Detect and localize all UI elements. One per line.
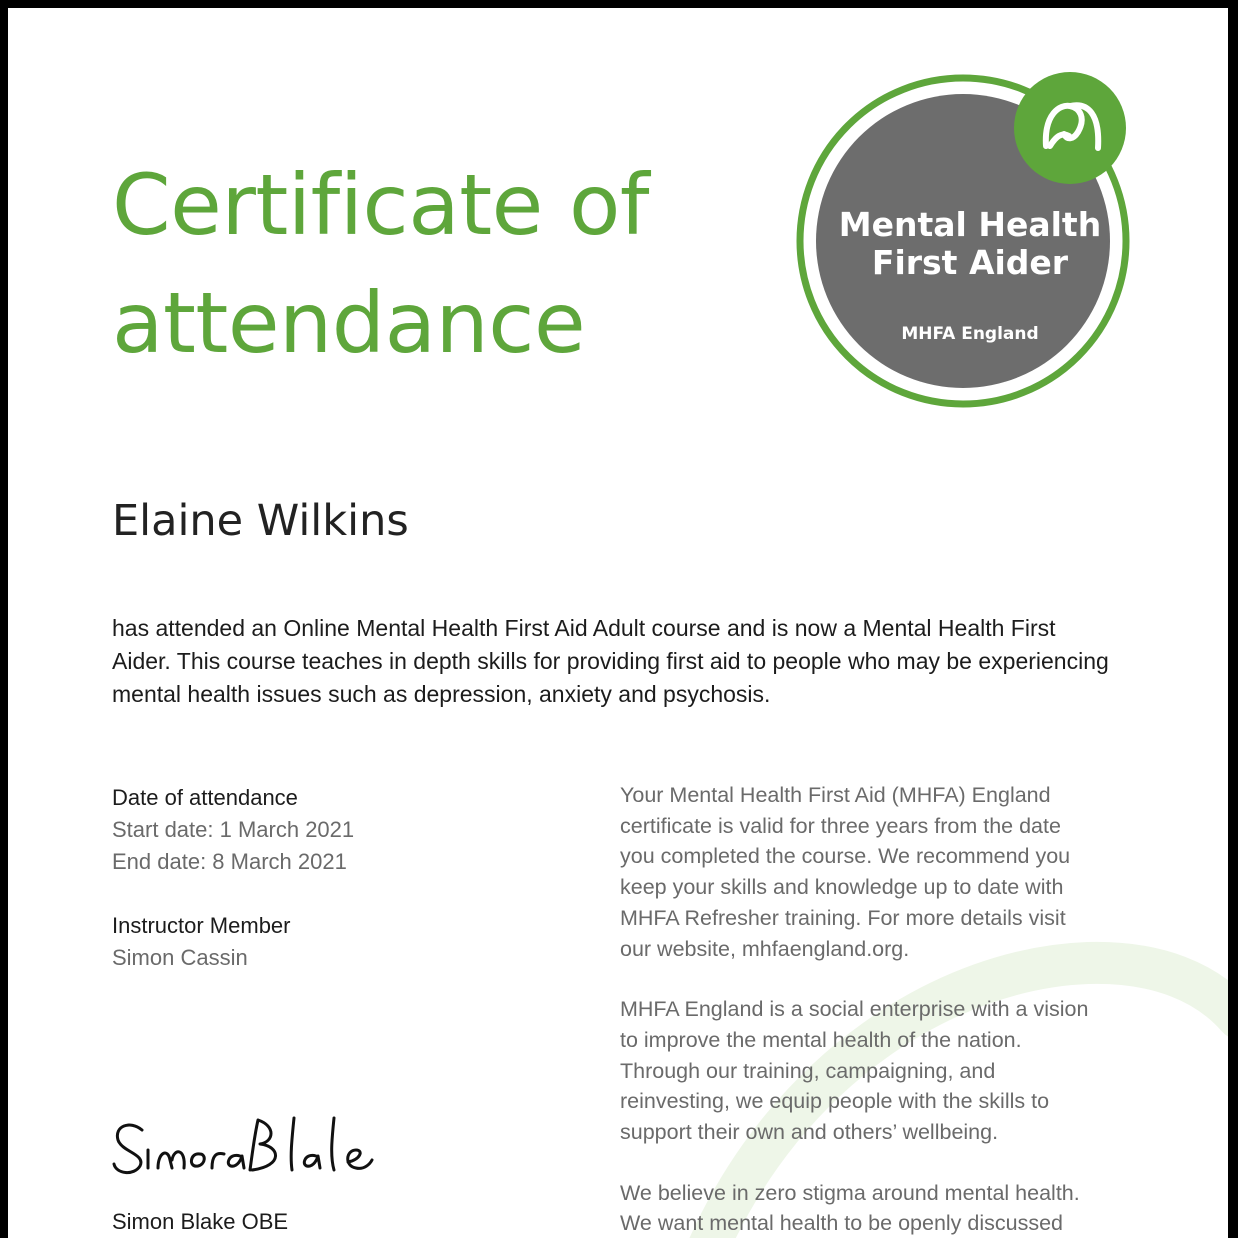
badge-org: MHFA England — [901, 324, 1039, 344]
validity-paragraph: Your Mental Health First Aid (MHFA) England certificate is valid for three years from the date you completed the course. We recommend you keep your skills and knowledge up to date with MHFA Refresher training. For more details visit our website, mhfaengland.org. — [620, 783, 1071, 961]
title-line-1: Certificate of — [112, 156, 649, 254]
end-date: End date: 8 March 2021 — [112, 849, 347, 874]
handwritten-signature — [108, 1108, 378, 1188]
title-line-2: attendance — [112, 274, 586, 372]
attendance-label: Date of attendance — [112, 785, 298, 810]
attendance-statement: has attended an Online Mental Health First Aid Adult course and is now a Mental Health First Aider. This course teaches in depth skills for providing first aid to people who may be experiencing mental health issues such as depression, anxiety and psychosis. — [112, 615, 1109, 707]
certificate-title — [112, 146, 649, 382]
info-column — [620, 780, 1100, 1238]
recipient-name: Elaine Wilkins — [112, 496, 409, 546]
instructor-section — [112, 910, 291, 974]
start-date: Start date: 1 March 2021 — [112, 817, 355, 842]
stigma-paragraph: We believe in zero stigma around mental health. We want mental health to be openly discussed — [620, 1180, 1080, 1236]
mental-health-first-aider-badge — [788, 66, 1138, 416]
mission-paragraph: MHFA England is a social enterprise with a vision to improve the mental health of the nation. Through our training, campaigning, and reinvesting, we equip people with the skills to support their own and others’ wellbeing. — [620, 997, 1089, 1145]
instructor-label: Instructor Member — [112, 913, 291, 938]
signer-name: Simon Blake OBE — [112, 1209, 289, 1234]
badge-line-1: Mental Health — [838, 205, 1102, 244]
attendance-section — [112, 782, 354, 878]
certificate-page — [8, 8, 1228, 1238]
instructor-name: Simon Cassin — [112, 945, 248, 970]
badge-line-2: First Aider — [871, 243, 1069, 282]
